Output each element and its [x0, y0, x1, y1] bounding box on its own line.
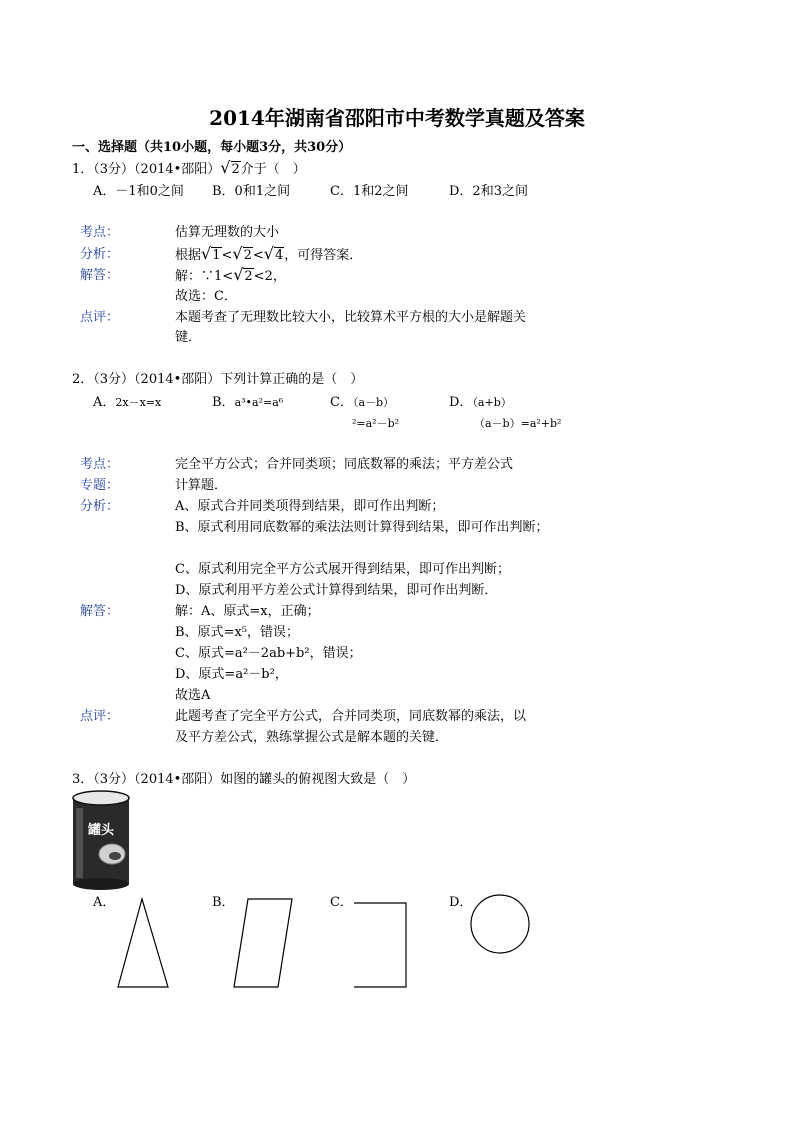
q2-label-kaodian: 考点：	[80, 457, 120, 472]
q2-option-d	[449, 396, 512, 409]
page-title: 2014年湖南省邵阳市中考数学真题及答案	[209, 106, 585, 130]
q2-label-jieda: 解答：	[80, 604, 120, 619]
q1-label-dianping: 点评：	[80, 310, 120, 325]
q2-option-c-letter: C．	[330, 395, 353, 410]
q1-fenxi-sqrt-3: √4	[263, 244, 284, 263]
q2-fenxi-line: B、原式利用同底数幂的乘法法则计算得到结果，即可作出判断；	[175, 520, 549, 535]
q2-option-d-line2: （a－b）=a²+b²	[474, 417, 562, 430]
q2-jieda-line: B、原式=x⁵，错误；	[175, 625, 299, 640]
q1-label-jieda: 解答：	[80, 268, 120, 283]
option-c-rectangle-shape	[350, 895, 420, 995]
q2-option-b-letter: B．	[212, 395, 235, 410]
q3-stem: 3．（3分）（2014•邵阳）如图的罐头的俯视图大致是（ ）	[72, 772, 416, 787]
q2-dianping-line1: 此题考查了完全平方公式，合并同类项，同底数幂的乘法，以	[175, 709, 527, 724]
q2-fenxi-line: D、原式利用平方差公式计算得到结果，即可作出判断．	[175, 583, 498, 598]
q1-fenxi-lt-2: <	[252, 248, 264, 263]
option-b-parallelogram-shape	[230, 895, 300, 995]
q2-option-d-letter: D．	[449, 395, 473, 410]
q1-fenxi-radicand-3: 4	[275, 248, 284, 263]
q3-option-a: A．	[93, 895, 116, 910]
q2-option-d-line1: （a+b）	[472, 396, 512, 409]
q1-option-c: C．1和2之间	[330, 184, 409, 199]
q2-label-dianping: 点评：	[80, 709, 120, 724]
q1-option-b: B．0和1之间	[212, 184, 291, 199]
q1-fenxi	[175, 246, 362, 262]
q1-fenxi-sqrt-1: √1	[201, 244, 221, 263]
q1-jieda-suffix: 2，	[264, 269, 286, 284]
q2-fenxi-line: C、原式利用完全平方公式展开得到结果，即可作出判断；	[175, 562, 510, 577]
q2-option-a	[93, 396, 161, 409]
q1-stem-prefix: 1．（3分）（2014•邵阳）	[72, 162, 221, 177]
q1-jieda-prefix: 解：∵1	[175, 269, 223, 284]
q3-option-c: C．	[330, 895, 353, 910]
q1-stem-suffix: 介于（ ）	[240, 162, 306, 177]
q3-option-d: D．	[449, 895, 473, 910]
q1-option-d: D．2和3之间	[449, 184, 528, 199]
q1-dianping-line2: 键．	[175, 330, 202, 345]
q2-jieda-line: C、原式=a²－2ab+b²，错误；	[175, 646, 362, 661]
q1-fenxi-suffix: ，可得答案．	[284, 248, 363, 263]
q1-fenxi-radicand-2: 2	[243, 248, 252, 263]
q1-jieda	[175, 267, 286, 283]
option-d-circle-shape	[464, 890, 536, 962]
q2-option-c-line1: （a－b）	[352, 396, 395, 409]
q2-option-a-letter: A．	[93, 395, 116, 410]
q1-guxuan: 故选：C．	[175, 289, 237, 304]
q2-option-b	[212, 396, 283, 409]
q2-jieda-line: 解：A、原式=x，正确；	[175, 604, 320, 619]
q2-kaodian: 完全平方公式；合并同类项；同底数幂的乘法；平方差公式	[175, 457, 514, 472]
q1-fenxi-radicand-1: 1	[212, 248, 221, 263]
q2-option-c-line2: ²=a²－b²	[352, 417, 400, 430]
q1-label-kaodian: 考点：	[80, 225, 120, 240]
q2-fenxi-line: A、原式合并同类项得到结果，即可作出判断；	[175, 499, 445, 514]
q1-stem	[72, 160, 306, 176]
q2-label-fenxi: 分析：	[80, 499, 120, 514]
q1-fenxi-sqrt-2: √2	[232, 244, 252, 263]
q2-option-b-expr: a³•a²=a⁶	[234, 396, 284, 409]
q2-stem: 2．（3分）（2014•邵阳）下列计算正确的是（ ）	[72, 372, 364, 387]
q1-fenxi-lt-1: <	[221, 248, 233, 263]
q2-label-zhuanti: 专题：	[80, 478, 120, 493]
q1-stem-radicand: 2	[231, 162, 240, 177]
q1-stem-sqrt: √2	[220, 158, 240, 177]
q1-option-a: A．－1和0之间	[93, 184, 184, 199]
q1-fenxi-prefix: 根据	[175, 248, 202, 263]
q1-jieda-lt-2: <	[253, 269, 265, 284]
section-heading: 一、选择题（共10小题，每小题3分，共30分）	[72, 140, 352, 155]
q2-option-a-expr: 2x－x=x	[115, 396, 162, 409]
q1-label-fenxi: 分析：	[80, 247, 120, 262]
q1-dianping-line1: 本题考查了无理数比较大小，比较算术平方根的大小是解题关	[175, 310, 527, 325]
q2-dianping-line2: 及平方差公式，熟练掌握公式是解本题的关键．	[175, 730, 449, 745]
can-label: 罐头	[87, 823, 115, 838]
q1-jieda-radicand: 2	[244, 269, 253, 284]
q2-option-c	[330, 396, 394, 409]
q2-jieda-line: 故选A	[175, 688, 211, 703]
q1-kaodian: 估算无理数的大小	[175, 225, 280, 240]
q2-zhuanti: 计算题．	[175, 478, 228, 493]
can-illustration	[72, 790, 132, 890]
q1-jieda-sqrt: √2	[233, 265, 253, 284]
q1-jieda-lt-1: <	[222, 269, 234, 284]
q2-jieda-line: D、原式=a²－b²，	[175, 667, 288, 682]
can-image	[72, 790, 132, 890]
option-a-triangle-shape	[110, 895, 180, 995]
q3-option-b: B．	[212, 895, 235, 910]
